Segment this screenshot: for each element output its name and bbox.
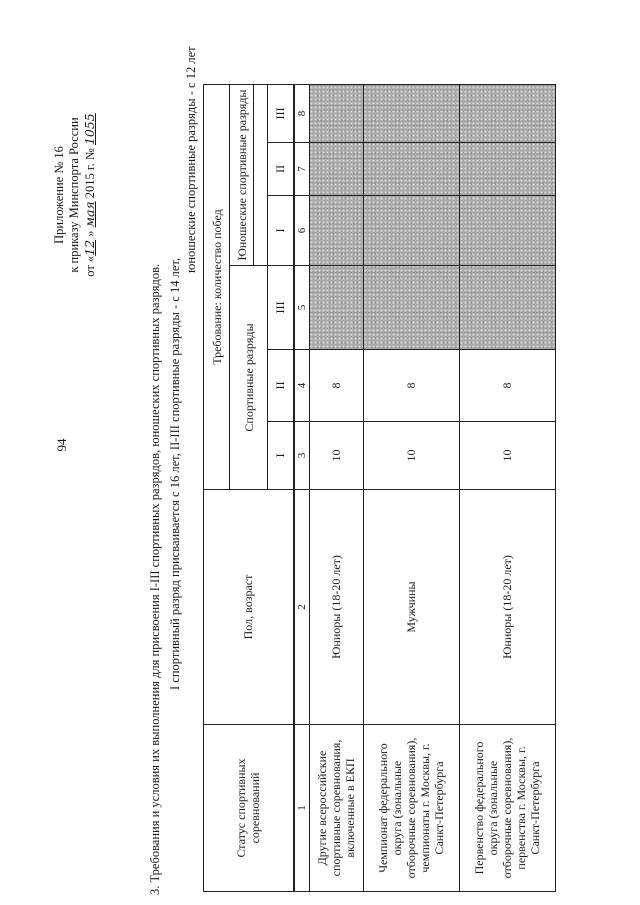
rank-label: I xyxy=(268,422,294,490)
date-mid: » xyxy=(83,230,97,237)
header-sport-ranks: Спортивные разряды xyxy=(230,266,268,490)
column-number: 8 xyxy=(294,85,310,143)
section-title: 3. Требования и условия их выполнения для присвоения I-III спортивных разрядов, юношеских спортивных разрядов. xyxy=(148,263,162,895)
rank-1-cell: 10 xyxy=(363,422,459,490)
shaded-cell xyxy=(363,85,459,143)
rank-label: II xyxy=(268,350,294,422)
shaded-cell xyxy=(309,143,363,196)
rank-2-cell: 8 xyxy=(309,350,363,422)
appendix-header xyxy=(52,75,98,315)
header-youth-ranks: Юношеские спортивные разряды xyxy=(230,85,254,266)
shaded-cell xyxy=(459,85,555,143)
shaded-cell xyxy=(459,143,555,196)
column-number: 4 xyxy=(294,350,310,422)
shaded-cell xyxy=(363,266,459,350)
column-number: 1 xyxy=(294,725,310,892)
column-number: 5 xyxy=(294,266,310,350)
date-year: 2015 г. № xyxy=(83,148,97,199)
rank-2-cell: 8 xyxy=(459,350,555,422)
column-number: 2 xyxy=(294,490,310,725)
appendix-date xyxy=(82,75,98,315)
gender-age-cell: Мужчины xyxy=(363,490,459,725)
table-row xyxy=(309,85,363,892)
shaded-cell xyxy=(309,196,363,266)
header-status: Статус спортивных соревнований xyxy=(204,725,294,892)
age-note-line-1: I спортивный разряд присваивается с 16 лет, II-III спортивные разряды - с 14 лет, xyxy=(168,257,182,690)
page-number: 94 xyxy=(54,438,69,452)
age-note-line-2: юношеские спортивные разряды - с 12 лет xyxy=(184,46,198,273)
appendix-order: к приказу Минспорта России xyxy=(67,117,81,273)
rank-label: II xyxy=(268,143,294,196)
shaded-cell xyxy=(309,266,363,350)
column-number: 6 xyxy=(294,196,310,266)
status-cell: Чемпионат федерального округа (зональные отборочные соревнования), чемпионаты г. Москвы, г. Санкт-Петербурга xyxy=(363,725,459,892)
rank-2-cell: 8 xyxy=(363,350,459,422)
gender-age-cell: Юниоры (18-20 лет) xyxy=(459,490,555,725)
date-day: 12 xyxy=(82,239,97,256)
status-cell: Первенство федерального округа (зональные отборочные соревнования), первенства г. Москвы, г. Санкт-Петербурга xyxy=(459,725,555,892)
header-requirement: Требование: количество побед xyxy=(204,85,230,490)
shaded-cell xyxy=(309,85,363,143)
rank-label: I xyxy=(268,196,294,266)
date-prefix: от « xyxy=(83,255,97,277)
rank-label: III xyxy=(268,85,294,143)
rank-label: III xyxy=(268,266,294,350)
column-number: 7 xyxy=(294,143,310,196)
appendix-title: Приложение № 16 xyxy=(52,146,66,244)
shaded-cell xyxy=(459,196,555,266)
requirements-table xyxy=(203,84,556,892)
table-row xyxy=(363,85,459,892)
column-number: 3 xyxy=(294,422,310,490)
header-gender-age: Пол, возраст xyxy=(204,490,294,725)
rank-1-cell: 10 xyxy=(309,422,363,490)
shaded-cell xyxy=(459,266,555,350)
header-youth-ranks-spacer xyxy=(254,85,268,266)
gender-age-cell: Юниоры (18-20 лет) xyxy=(309,490,363,725)
order-number: 1055 xyxy=(82,113,97,146)
table-row xyxy=(459,85,555,892)
date-month: мая xyxy=(82,201,97,228)
status-cell: Другие всероссийские спортивные соревнования, включенные в ЕКП xyxy=(309,725,363,892)
rank-1-cell: 10 xyxy=(459,422,555,490)
shaded-cell xyxy=(363,196,459,266)
shaded-cell xyxy=(363,143,459,196)
